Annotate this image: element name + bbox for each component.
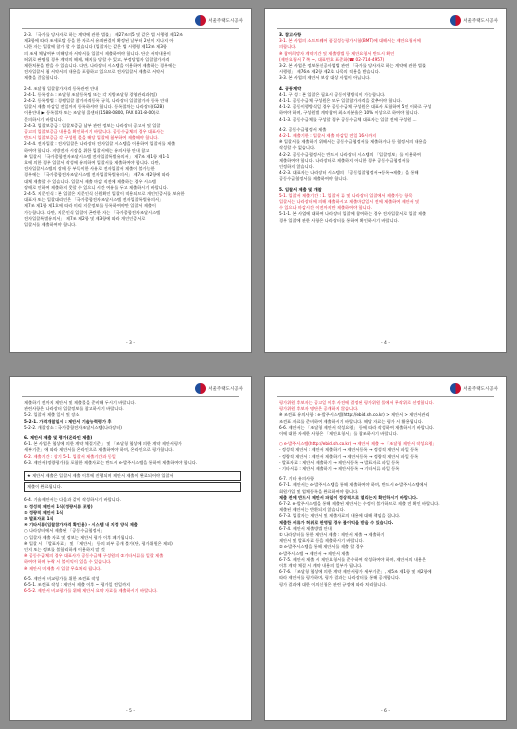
text-line: 니한 자는 입찰에 참가 할 수 없습니다 (입찰자는 같은 법 시행령 제12조 제3항 [24,44,167,50]
text-line: 관련사항은 나라장터 입찰정보를 참고하시기 바랍니다. [24,406,124,412]
text-line: 조견표 자료를 준비하여 제출하시기 바랍니다. 해당 자료는 평가 시 활용됩니다. [279,418,424,424]
text-line: 6-6. 제안서는 「조달청 제안서 작성요령」 등에 따라 작성하여 제출하시기 바랍니다. [279,424,435,430]
header-divider [277,396,494,397]
text-line: 2-4-3. 입찰보증금 : 입찰보증금 납부 관련 정보는 나라장터 공고서 및 입찰 [24,122,161,128]
text-line: 전자입찰서 첨 서약서의 내용을 포함하고 있으므로 전자입찰서 제출로 서약서 [24,69,165,75]
text-line: 작성할 수 없습니다. [279,145,316,151]
text-line: ※ 참여희망자 계약기간 및 제출방법 등 제안요청서 반드시 확인 [279,50,395,56]
header-divider [22,396,239,397]
header-divider [22,28,239,29]
text-line: 인정하지 않습니다. [279,164,315,170]
document-page-1 [9,8,252,353]
page-header [450,15,498,26]
text-line: 제출이 완료됩니다. [24,482,241,492]
text-line: ② 정량적 제안서 1식 [24,509,64,515]
text-line: 호에 의한 경우 입찰서 작성에 유의하여 입찰서를 제출하여야 합니다. 다만, [24,160,160,166]
text-line: 6-7-1. 제안서는 e-발주시스템을 통해 제출하여야 하며, 반드시 e-발주시스템에서 [279,482,428,488]
text-line: 제출하여야 합니다. 나라장터로 제출하지 아니한 경우 공동수급협정서를 [279,157,410,163]
text-line: 제출된 제안서는 반환되지 않습니다. [279,507,346,513]
text-line: 제한처분을 받을 수 있습니다. 다만, 나라장터 시스템을 이용하여 제출하는 경우에는 [24,63,177,69]
text-line: 6-5-1. 조견표 작성 : 제안서 제출 이후 ~ 평가일 전일까지 [24,582,131,588]
document-page-3 [9,376,252,721]
sh-logo-icon [450,15,461,26]
text-line: 2-4-4. 전자입찰 : 전자입찰은 나라장터 전자입찰 시스템을 이용하여 입찰서를 제출 [24,141,176,147]
org-name: 서울주택도시공사 [208,18,243,24]
text-line: 4-2. 공동수급협정서 제출 [279,126,327,132]
text-line: 하여야 합니다. 지방전자 시장을 위한 입찰서에는 유의사항 안내 참고 [24,147,150,153]
text-line: 하여야 하며, 구성원별 계약참여 최소지분율은 10% 이상으로 하여야 합니다. [279,110,419,116]
page-body [279,32,496,224]
text-line: 가능합니다. 다만, 지문인식 입찰이 곤란한 자는 「국가종합전자조달시스템 [24,209,161,215]
text-line: 6-7-2. e-발주시스템을 통해 제출된 제안서는 수정이 불가하므로 제출 전 확인 바랍니다. [279,501,440,507]
text-line: 제출 전에 반드시 제안서 파일이 정상적으로 열리는지 확인하시기 바랍니다. [279,494,418,500]
document-page-2 [264,8,507,353]
page-number: - 3 - [126,341,135,346]
text-line: 하여야 하며 누락 시 불이익이 있을 수 있습니다. [24,559,112,565]
text-line: 제출하기 전까지 제안서 및 제출물을 준비해 두시기 바랍니다. [24,400,136,405]
text-line: 6. 제안서 제출 및 평가(온라인 제출) [24,435,93,441]
page-number: - 6 - [381,709,390,714]
text-line: 6-7. 기타 유의사항 [279,476,315,482]
text-line: ※ 입찰서를 제출하기 위해서는 공동수급협정서를 제출하거나 등 협정서의 내용을 [279,139,427,145]
text-line: 평가위원 후보자는 공고일 이후 사전에 결정된 평가위원 풀에서 무작위로 선정합니다. [279,400,434,405]
page-header [450,383,498,394]
text-line: 3-2. 본 사업은 정보통신공사업법 관련 「국가를 당사자로 하는 계약에 관한 법률 [279,63,427,69]
text-line: 시행령」 제76조 제2항 제2호 나목의 적용을 받습니다. [279,69,381,75]
text-line: - 발표자료 : 제안서 제출하기 → 제안서등록 → 발표자료 파일 등록 [279,459,400,465]
text-line: 입찰서를 제출하여야 합니다. [24,222,77,228]
text-line: 따라 제안서를 평가하며, 평가 결과는 나라장터를 통해 공개합니다. [279,575,401,581]
text-line: 입찰서는 나라장터에 의해 제출하시고 제출마감일시 전에 제출하여 제안서 및 [279,199,420,205]
text-line: 경우에는 「국가종합전자조달시스템 전자입찰특별유의서」 제7조 제2항에 따라 [24,172,170,178]
text-line: 전자입찰특별유의서」 제7조 제2항 및 제3항에 따라 개인인증서로 [24,215,146,221]
text-line: ○ e-발주시스템(http://ebid.sh.co.kr) → 제안서 제출 → 「조달청 제안서 작성요령」 [279,441,437,447]
text-line: 전자입찰시스템의 장애 등 부득이한 사유로 전자입찰서 제출이 불가능한 [24,166,155,172]
text-line: ② e-발주시스템을 통해 제안서를 제출 할 경우 [279,544,364,550]
text-line: - 기타서류 : 제안서 제출하기 → 제안서등록 → 기타서류 파일 등록 [279,466,400,472]
text-line: ※ 입찰 시 「발표자료」 및 「제안서」 등의 외부 공개 불가(단, 평가위원은 제외) [24,540,173,546]
text-line: 이용안내 ▶ 등록절차 또는 조달청 콜센터(1588-0800, FAX 031-8-00)로 [24,110,160,116]
text-line: e-발주시스템 → 제안서 → 제안서 제출 [279,550,350,556]
text-line: 공고의 입찰보증금 내용을 확인하시기 바랍니다. 공동수급체의 경우 대표사는 [24,129,165,135]
text-line: ○ 나라장터에서 제출된 「공동수급협정서」 [24,528,105,534]
text-line: 6-7-5. 제안서 제출 시 제안요청서를 준수하여 작성하여야 하며, 제안서의 내용은 [279,556,427,562]
text-line: 회원가입 및 업체등록을 완료하여야 합니다. [279,488,359,494]
text-line: 평가 결과에 대한 이의신청은 관련 규정에 따라 처리합니다. [279,581,387,587]
text-line: 4-2-3. 대표자는 나라장터 시스템의 「공동입찰협정서→등록→제출」을 통해 [279,170,419,176]
document-page-4 [264,376,507,721]
page-body [24,32,241,228]
text-line: 대체 제출할 수 있습니다. 입찰서 제출 마감 직전에 제출하는 경우 시스템 [24,178,156,184]
text-line: 4-2-1. 제출기한 : 입찰서 제출 마감일 전일 16시까지 [279,133,377,139]
text-line: (제안요청서 7 쪽 ~, 대표번호 표준화(☎ 02-714-4957) [279,56,385,62]
text-line [24,466,241,470]
text-line: 2-4. 조달청 입찰참가자격 등록관련 안내 [24,85,99,91]
text-line: 세부기준」에 따라 제안서를 온라인으로 제출하여야 하며, 온라인으로 평가합니다. [24,447,174,453]
text-line: 입찰서 제출 마감일 전일까지 등록하셔야 합니다. 등록절차는 나라장터(G2B) [24,104,165,110]
text-line: 6-5-2. 제안서 비교평가를 위해 제안서 요약 자료를 제출하시기 바랍니다. [24,588,158,594]
sh-logo-icon [195,15,206,26]
text-line: 의 조세 체납여부 미해당자 서약서를 입찰시 제출하여야 합니다. 단순 서약내용이 [24,50,171,56]
text-line: 제출한 서류가 허위로 판명될 경우 불이익을 받을 수 있습니다. [279,519,394,525]
text-line: 4-1-2. 공동이행방식일 경우 공동수급체 구성원은 대표사 포함하여 5인 이하로 구성 [279,104,432,110]
sh-logo-icon [450,383,461,394]
text-line: ④ 기타서류(입찰참가자격 확인용) - 시스템 내 지정 양식 제출 [24,522,138,528]
text-line: ※ 공동수급체의 경우 대표사가 공동수급체 구성원의 ②기타서류를 일괄 제출 [24,553,164,559]
text-line: 이에 대한 자세한 사항은 「제안요청서」를 참조하시기 바랍니다. [279,431,398,437]
text-line: 4-1-3. 공동수급체를 구성할 경우 공동수급체 대표자는 입찰 전에 구성원 ... [279,116,417,122]
text-line: 제안서 및 발표자료 등을 제출하시기 바랍니다. [279,538,364,544]
org-name: 서울주택도시공사 [463,386,498,392]
text-line: 6-2. 제출기간 : 상기 5-1. 입찰서 제출기간과 동일 [24,453,116,459]
text-line: 2-4-2. 등록방법 : 경쟁입찰 참가자격등록 규칙, 나라장터 입찰참가자 등록 안내 [24,98,169,104]
text-line: ★ 제안서 제출은 입찰서 제출 이후에 진행되며 제안서 제출이 완료되어야 입찰서 [24,471,241,481]
page-body [24,400,241,594]
text-line: 의합니다. [279,44,297,50]
text-line: 6-5. 제안서 비교평가를 위한 조견표 작성 [24,575,100,581]
text-line: - 정량적 제안서 : 제안서 제출하기 → 제안서등록 → 정량적 제안서 파일 등록 [279,453,419,459]
text-line: 장애로 인하여 제출하지 못할 수 있으니 시간 여유를 두고 제출하시기 바랍니다. [24,184,169,190]
text-line: 2-4-1. 등록장소 : 조달청 조달등록팀 또는 각 지방조달청 경영관리과(팀) [24,91,157,97]
text-line: - 정성적 제안서 : 제안서 제출하기 → 제안서등록 → 정성적 제안서 파일 등록 [279,447,419,453]
text-line: 5-1. 입찰서 제출기간 : 1. 입찰서 류 및 나라장터 입찰에서 제출가능 항목 [279,192,413,198]
text-line: 6-1. 본 사업은 협상에 의한 계약 체결기준」 및 「조달청 협상에 의한 계약 제안서평가 [24,441,182,447]
text-line: 제7조 제1항 제1호에 따라 미리 지문정보를 등록하여야만 입찰서 제출이 [24,203,156,209]
text-line: ① 나라장터를 통한 제안서 제출 : 제안서 제출 → 제출하기 [279,532,385,538]
text-line: 경우 입찰에 관한 사항은 나라장터를 통하여 확인하시기 바랍니다. [279,217,399,223]
text-line: 제출을 갈음합니다. [24,75,60,81]
text-line: 4-2-2. 공동수급협정서는 반드시 나라장터 시스템의 「입찰정보」를 이용하여 [279,151,421,157]
sh-logo-icon [195,383,206,394]
text-line: 반드시 입찰보증금 각 구성원 몫을 해당 입찰에 첨부하여 제출해야 합니다. [24,135,159,141]
text-line: 4-1. 구 성 : 본 입찰은 필요시 공동이행방식이 가능합니다. [279,91,386,97]
page-body [279,400,496,588]
text-line: 제3항에 따라 조세포탈 등을 한 자로서 유죄판결이 확정된 날부터 2년이 지나지 아 [24,38,174,44]
text-line: ※ 입찰서 「국가종합전자조달시스템 전자입찰특별유의서」 제7조 제1항 제1-1 [24,153,170,159]
text-line: 허위로 판명될 경우 계약의 해제, 해지를 당할 수 있고, 부정당업자 입찰참가자격 [24,56,170,62]
text-line: 문의하시기 바랍니다. [24,116,64,122]
text-line: ③ 발표자료 1식 [24,516,54,522]
org-name: 서울주택도시공사 [208,386,243,392]
text-line: 평가위원 후보자 명단은 공개하지 않습니다. [279,406,359,412]
text-line: 6-4. 기술제안서는 다음과 같이 작성하시기 바랍니다. [24,497,122,503]
text-line: 6-7-6. 「조달청 협상에 의한 계약 제안서평가 세부기준」, 제5조 제1항 및 제2항에 [279,569,432,575]
page-header [195,383,243,394]
text-line: 5-1-1. 본 사업에 대하여 나라장터 입찰에 참여하는 경우 전자입찰서로 입찰 제출 [279,211,427,217]
text-line: 4. 공동계약 [279,85,302,91]
org-name: 서울주택도시공사 [463,18,498,24]
text-line: 5-2. 입찰서 제출 일시 및 장소 [24,412,80,418]
text-line: 6-7-4. 제안서 제출방법 안내 [279,525,332,531]
page-number: - 4 - [381,341,390,346]
text-line: 3. 참고사항 [279,32,302,37]
text-line: 인지 또는 정보를 불합리하게 이용하지 말 것 [24,547,105,553]
text-line: 대표자 또는 입찰대리인은 「국가종합전자조달시스템 전자입찰특별유의서」 [24,197,164,203]
text-line: 3-1. 본 사업의 소프트웨어 품질성능평가시험(BMT)에 대해서는 제안요청서에 [279,38,421,44]
text-line: 2-3. 「국가를 당사자로 하는 계약에 관한 법률」 제27조의5 및 같은 법 시행령 제12조 [24,32,184,37]
text-line: 수 있으나 마감시간 이전까지만 제출하여야 합니다. [279,205,372,211]
header-divider [277,28,494,29]
text-line: 공동수급협정서를 제출하여야 합니다. [279,176,348,182]
page-header [195,15,243,26]
text-line: 5-2-2. 개찰장소 : 국가종합전자조달시스템(나라장터) [24,424,122,430]
page-number: - 5 - [126,709,135,714]
text-line: 이후 계약 체결 시 계약 내용의 일부가 됩니다. [279,563,363,569]
text-line: 2-4-5. 지문인식 : 본 입찰은 지문인식 신원확인 입찰이 적용되므로 개인인증서를 보유한 [24,191,185,197]
text-line: ○ 입찰자 제출 자료 및 정보는 제안서 평가 이후 폐기됩니다. [24,534,135,540]
text-line: 6-3. 제안서(정량평가)를 포함한 제출자료는 반드시 e-발주시스템을 통하여 제출하여야 합니다. [24,459,198,465]
text-line: ※ 조견표 유의사항 : e-발주시스템(http://ebid.sh.co.kr) > 제안서 > 제안서관리 [279,412,430,418]
text-line: 4-1-1. 공동수급체 구성원은 모두 입찰참가자격을 갖추어야 합니다. [279,98,402,104]
text-line: 3-3. 본 사업의 제안서 보상 대상 사업이 아닙니다. [279,75,371,81]
text-line: ① 정성적 제안서 1식(정량서류 포함) [24,503,93,509]
text-line: 5-2-1. 가격개찰일시 : 제안서 기술능력평가 후 [24,418,112,424]
text-line: 5. 입찰서 제출 및 개찰 [279,186,322,192]
text-line: ※ 제안서 미제출 시 입찰 무효처리 됩니다. [24,565,102,571]
text-line: 6-7-3. 입찰자는 제안서 및 제출자료의 내용에 대해 책임을 집니다. [279,513,401,519]
